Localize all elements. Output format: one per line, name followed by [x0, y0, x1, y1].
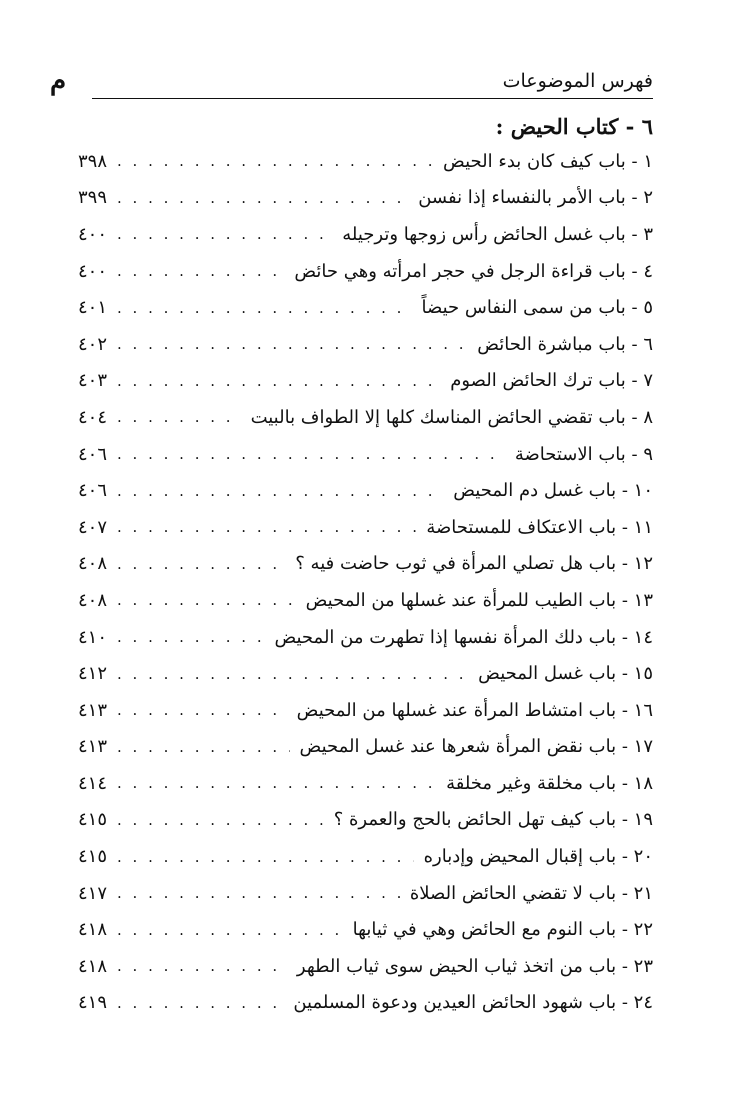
entry-separator: - [625, 370, 644, 392]
toc-entry [78, 216, 653, 253]
entry-page-number: ٤٠٦ [78, 480, 108, 502]
entry-page-number: ٤٠٦ [78, 443, 108, 465]
toc-entry [78, 729, 653, 766]
entry-number: ٢٠ [633, 846, 653, 868]
entry-title: باب الأمر بالنفساء إذا نفسن [418, 187, 626, 209]
entry-title: باب غسل الحائض رأس زوجها وترجيله [342, 223, 626, 245]
entry-number: ١٠ [633, 480, 653, 502]
entry-title: باب مخلقة وغير مخلقة [446, 772, 617, 794]
dot-leader [117, 665, 468, 683]
entry-page-number: ٤١٥ [78, 846, 108, 868]
entry-title: باب شهود الحائض العيدين ودعوة المسلمين [293, 992, 617, 1014]
entry-separator: - [625, 406, 644, 428]
entry-separator: - [616, 772, 634, 794]
toc-entry [78, 472, 653, 509]
entry-page-number: ٤٠٨ [78, 553, 108, 575]
dot-leader [117, 591, 296, 609]
entry-separator: - [616, 809, 634, 831]
entry-page-number: ٤٠٤ [78, 406, 108, 428]
entry-separator: - [625, 223, 644, 245]
entry-separator: - [625, 260, 644, 282]
toc-entry [78, 875, 653, 912]
entry-separator: - [616, 699, 634, 721]
dot-leader [117, 518, 416, 536]
entry-separator: - [616, 919, 634, 941]
toc-entry [78, 838, 653, 875]
dot-leader [117, 994, 283, 1012]
entry-separator: - [616, 955, 634, 977]
entry-title: باب الاعتكاف للمستحاضة [426, 516, 617, 538]
entry-page-number: ٤٠١ [78, 297, 108, 319]
dot-leader [117, 335, 467, 353]
table-of-contents [78, 143, 653, 1021]
dot-leader [117, 408, 241, 426]
dot-leader [117, 884, 400, 902]
entry-number: ١٣ [633, 589, 653, 611]
toc-entry [78, 363, 653, 400]
dot-leader [117, 811, 324, 829]
entry-page-number: ٤١٣ [78, 699, 108, 721]
entry-page-number: ٤٠٧ [78, 516, 108, 538]
entry-separator: - [616, 663, 634, 685]
entry-separator: - [616, 992, 634, 1014]
toc-entry [78, 911, 653, 948]
toc-entry [78, 399, 653, 436]
entry-number: ٢١ [633, 882, 653, 904]
entry-number: ١٢ [633, 553, 653, 575]
entry-number: ٢٣ [633, 955, 653, 977]
entry-title: باب مباشرة الحائض [477, 333, 626, 355]
entry-page-number: ٤١٨ [78, 955, 108, 977]
entry-number: ٤ [643, 260, 653, 282]
toc-entry [78, 326, 653, 363]
entry-separator: - [625, 150, 644, 172]
entry-title: باب الاستحاضة [514, 443, 626, 465]
dot-leader [117, 628, 264, 646]
entry-title: باب الطيب للمرأة عند غسلها من المحيض [305, 589, 617, 611]
entry-title: باب هل تصلي المرأة في ثوب حاضت فيه ؟ [295, 553, 617, 575]
entry-title: باب ترك الحائض الصوم [450, 370, 626, 392]
entry-title: باب امتشاط المرأة عند غسلها من المحيض [296, 699, 617, 721]
entry-separator: - [616, 516, 634, 538]
entry-title: باب غسل دم المحيض [453, 480, 617, 502]
entry-number: ١٦ [633, 699, 653, 721]
entry-page-number: ٤١٩ [78, 992, 108, 1014]
entry-title: باب كيف تهل الحائض بالحج والعمرة ؟ [333, 809, 617, 831]
entry-number: ٢ [643, 187, 653, 209]
entry-title: باب نقض المرأة شعرها عند غسل المحيض [299, 736, 617, 758]
entry-number: ٩ [643, 443, 653, 465]
toc-entry [78, 546, 653, 583]
entry-title: باب من سمى النفاس حيضاً [421, 297, 626, 319]
dot-leader [117, 555, 285, 573]
entry-separator: - [616, 553, 634, 575]
toc-entry [78, 619, 653, 656]
entry-separator: - [616, 882, 634, 904]
entry-number: ٢٤ [633, 992, 653, 1014]
header-title: فهرس الموضوعات [502, 70, 653, 92]
entry-title: باب كيف كان بدء الحيض [443, 150, 626, 172]
entry-page-number: ٤٠٢ [78, 333, 108, 355]
dot-leader [117, 482, 443, 500]
toc-entry [78, 143, 653, 180]
entry-separator: - [616, 480, 634, 502]
entry-title: باب من اتخذ ثياب الحيض سوى ثياب الطهر [296, 955, 617, 977]
entry-title: باب غسل المحيض [478, 663, 617, 685]
toc-entry [78, 180, 653, 217]
toc-entry [78, 985, 653, 1022]
entry-page-number: ٤١٠ [78, 626, 108, 648]
entry-separator: - [625, 333, 644, 355]
toc-entry [78, 436, 653, 473]
dot-leader [117, 262, 284, 280]
entry-separator: - [616, 626, 634, 648]
entry-title: باب النوم مع الحائض وهي في ثيابها [352, 919, 617, 941]
dot-leader [117, 189, 408, 207]
entry-page-number: ٤١٧ [78, 882, 108, 904]
entry-page-number: ٤١٥ [78, 809, 108, 831]
entry-number: ٥ [643, 297, 653, 319]
entry-page-number: ٤١٣ [78, 736, 108, 758]
toc-entry [78, 802, 653, 839]
dot-leader [117, 372, 440, 390]
entry-page-number: ٤٠٠ [78, 260, 108, 282]
entry-number: ٨ [643, 406, 653, 428]
toc-entry [78, 289, 653, 326]
entry-page-number: ٤٠٠ [78, 223, 108, 245]
entry-number: ١٤ [633, 626, 653, 648]
entry-number: ١٨ [633, 772, 653, 794]
toc-entry [78, 509, 653, 546]
entry-page-number: ٤١٤ [78, 772, 108, 794]
entry-number: ٧ [643, 370, 653, 392]
entry-page-number: ٤١٨ [78, 919, 108, 941]
toc-entry [78, 655, 653, 692]
dot-leader [117, 957, 287, 975]
entry-separator: - [616, 736, 634, 758]
entry-page-number: ٣٩٩ [78, 187, 108, 209]
page-header [50, 58, 653, 99]
entry-number: ١١ [633, 516, 653, 538]
entry-number: ٢٢ [633, 919, 653, 941]
entry-title: باب دلك المرأة نفسها إذا تطهرت من المحيض [274, 626, 617, 648]
entry-title: باب لا تقضي الحائض الصلاة [409, 882, 617, 904]
entry-number: ١ [643, 150, 653, 172]
entry-number: ٦ [643, 333, 653, 355]
entry-title: باب تقضي الحائض المناسك كلها إلا الطواف بالبيت [250, 406, 626, 428]
toc-entry [78, 948, 653, 985]
entry-page-number: ٤١٢ [78, 663, 108, 685]
dot-leader [117, 225, 332, 243]
entry-page-number: ٤٠٣ [78, 370, 108, 392]
dot-leader [117, 738, 290, 756]
entry-separator: - [616, 589, 634, 611]
entry-number: ٣ [643, 223, 653, 245]
entry-number: ١٩ [633, 809, 653, 831]
dot-leader [117, 701, 287, 719]
entry-number: ١٧ [633, 736, 653, 758]
dot-leader [117, 445, 505, 463]
entry-title: باب قراءة الرجل في حجر امرأته وهي حائض [294, 260, 626, 282]
entry-separator: - [625, 443, 644, 465]
entry-title: باب إقبال المحيض وإدباره [423, 846, 617, 868]
section-heading: ٦ - كتاب الحيض : [495, 114, 653, 139]
toc-entry [78, 253, 653, 290]
entry-page-number: ٤٠٨ [78, 589, 108, 611]
toc-entry [78, 765, 653, 802]
dot-leader [117, 299, 411, 317]
entry-number: ١٥ [633, 663, 653, 685]
toc-entry [78, 582, 653, 619]
dot-leader [117, 152, 433, 170]
entry-separator: - [616, 846, 634, 868]
dot-leader [117, 774, 436, 792]
dot-leader [117, 848, 414, 866]
page-marker: م [50, 66, 67, 96]
entry-page-number: ٣٩٨ [78, 150, 108, 172]
entry-separator: - [625, 297, 644, 319]
toc-entry [78, 692, 653, 729]
entry-separator: - [625, 187, 644, 209]
dot-leader [117, 921, 343, 939]
